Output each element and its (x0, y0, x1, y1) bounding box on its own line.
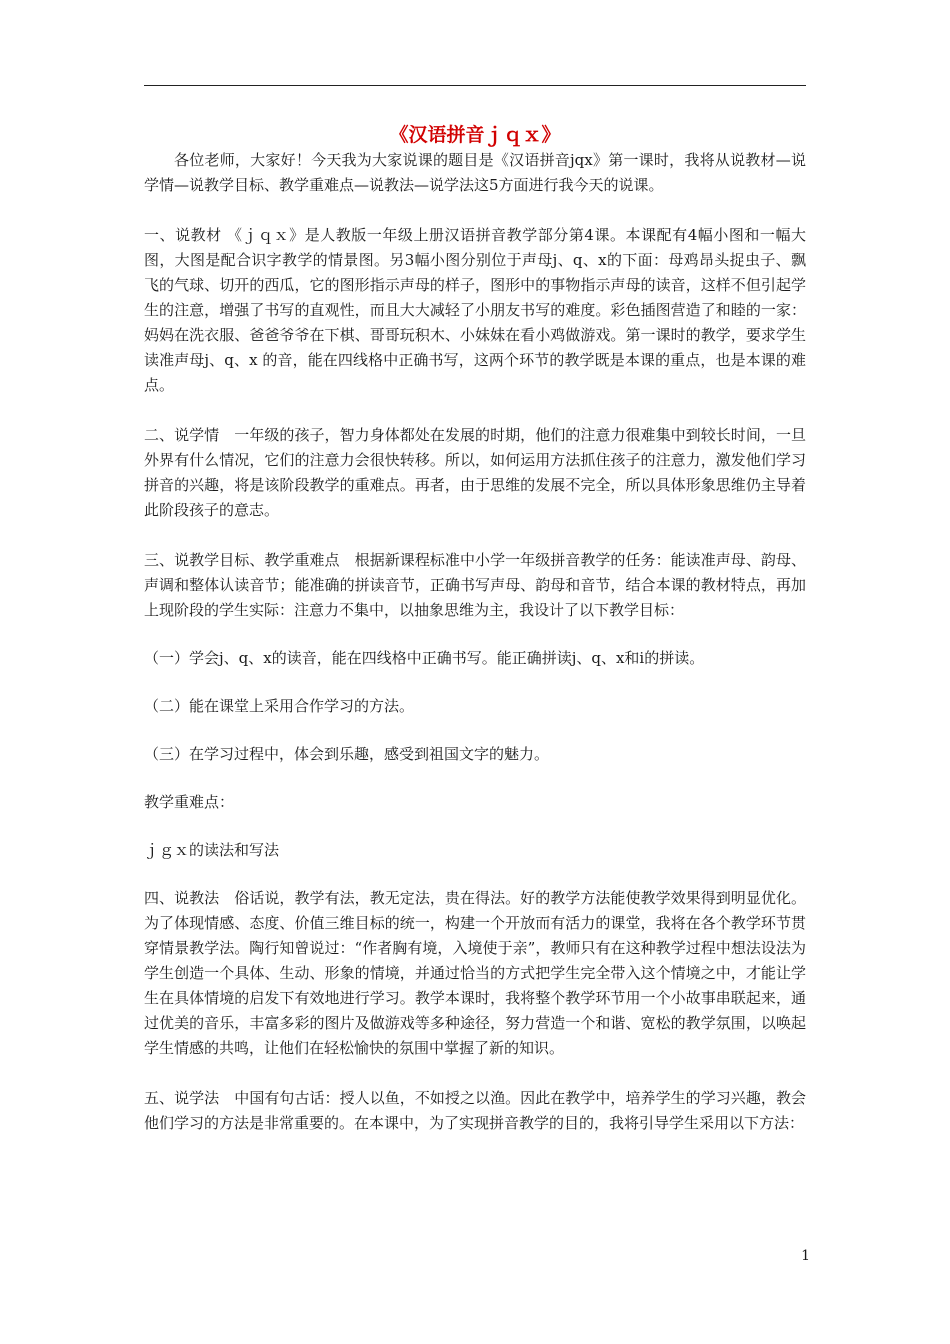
key-points-text: ｊｇｘ的读法和写法 (144, 841, 280, 859)
document-title: 《汉语拼音ｊｑｘ》 (389, 124, 561, 146)
goal-item-1: （一）学会j、q、x的读音，能在四线格中正确书写。能正确拼读j、q、x和i的拼读。 (144, 649, 705, 667)
header-rule (144, 85, 806, 86)
goal-item-2: （二）能在课堂上采用合作学习的方法。 (144, 697, 415, 715)
section-learning-method: 五、说学法 中国有句古话：授人以鱼，不如授之以渔。因此在教学中，培养学生的学习兴趣，教会他们学习的方法是非常重要的。在本课中，为了实现拼音教学的目的，我将引导学生采用以下方法： (144, 1089, 806, 1132)
section-student-analysis: 二、说学情 一年级的孩子，智力身体都处在发展的时期，他们的注意力很难集中到较长时间，一旦外界有什么情况，它们的注意力会很快转移。所以，如何运用方法抓住孩子的注意力，激发他们学习拼音的兴趣，将是该阶段教学的重难点。再者，由于思维的发展不完全，所以具体形象思维仍主导着此阶段孩子的意志。 (144, 426, 806, 519)
section-teaching-material: 一、说教材 《ｊｑｘ》是人教版一年级上册汉语拼音教学部分第4课。本课配有4幅小图和一幅大图，大图是配合识字教学的情景图。另3幅小图分别位于声母j、q、x的下面：母鸡昂头捉虫子、飘飞的气球、切开的西瓜，它的图形指示声母的样子，图形中的事物指示声母的读音，这样不但引起学生的注意，增强了书写的直观性，而且大大减轻了小朋友书写的难度。彩色插图营造了和睦的一家：妈妈在洗衣服、爸爸爷爷在下棋、哥哥玩积木、小妹妹在看小鸡做游戏。第一课时的教学，要求学生读准声母j、q、x 的音，能在四线格中正确书写，这两个环节的教学既是本课的重点，也是本课的难点。 (144, 226, 806, 394)
key-points-heading: 教学重难点： (144, 793, 235, 811)
page-number: 1 (801, 1248, 810, 1264)
intro-paragraph: 各位老师，大家好！今天我为大家说课的题目是《汉语拼音jqx》第一课时，我将从说教材—说学情—说教学目标、教学重难点—说教法—说学法这5方面进行我今天的说课。 (144, 151, 806, 194)
document-body (144, 122, 806, 1136)
goal-item-3: （三）在学习过程中，体会到乐趣，感受到祖国文字的魅力。 (144, 745, 550, 763)
section-teaching-goals: 三、说教学目标、教学重难点 根据新课程标准中小学一年级拼音教学的任务：能读准声母、韵母、声调和整体认读音节；能准确的拼读音节，正确书写声母、韵母和音节，结合本课的教材特点，再加上现阶段的学生实际：注意力不集中，以抽象思维为主，我设计了以下教学目标： (144, 551, 806, 619)
section-teaching-method: 四、说教法 俗话说，教学有法，教无定法，贵在得法。好的教学方法能使教学效果得到明显优化。为了体现情感、态度、价值三维目标的统一，构建一个开放而有活力的课堂，我将在各个教学环节贯穿情景教学法。陶行知曾说过：“作者胸有境，入境使于亲”，教师只有在这种教学过程中想法设法为学生创造一个具体、生动、形象的情境，并通过恰当的方式把学生完全带入这个情境之中，才能让学生在具体情境的启发下有效地进行学习。教学本课时，我将整个教学环节用一个小故事串联起来，通过优美的音乐，丰富多彩的图片及做游戏等多种途径，努力营造一个和谐、宽松的教学氛围，以唤起学生情感的共鸣，让他们在轻松愉快的氛围中掌握了新的知识。 (144, 889, 806, 1057)
